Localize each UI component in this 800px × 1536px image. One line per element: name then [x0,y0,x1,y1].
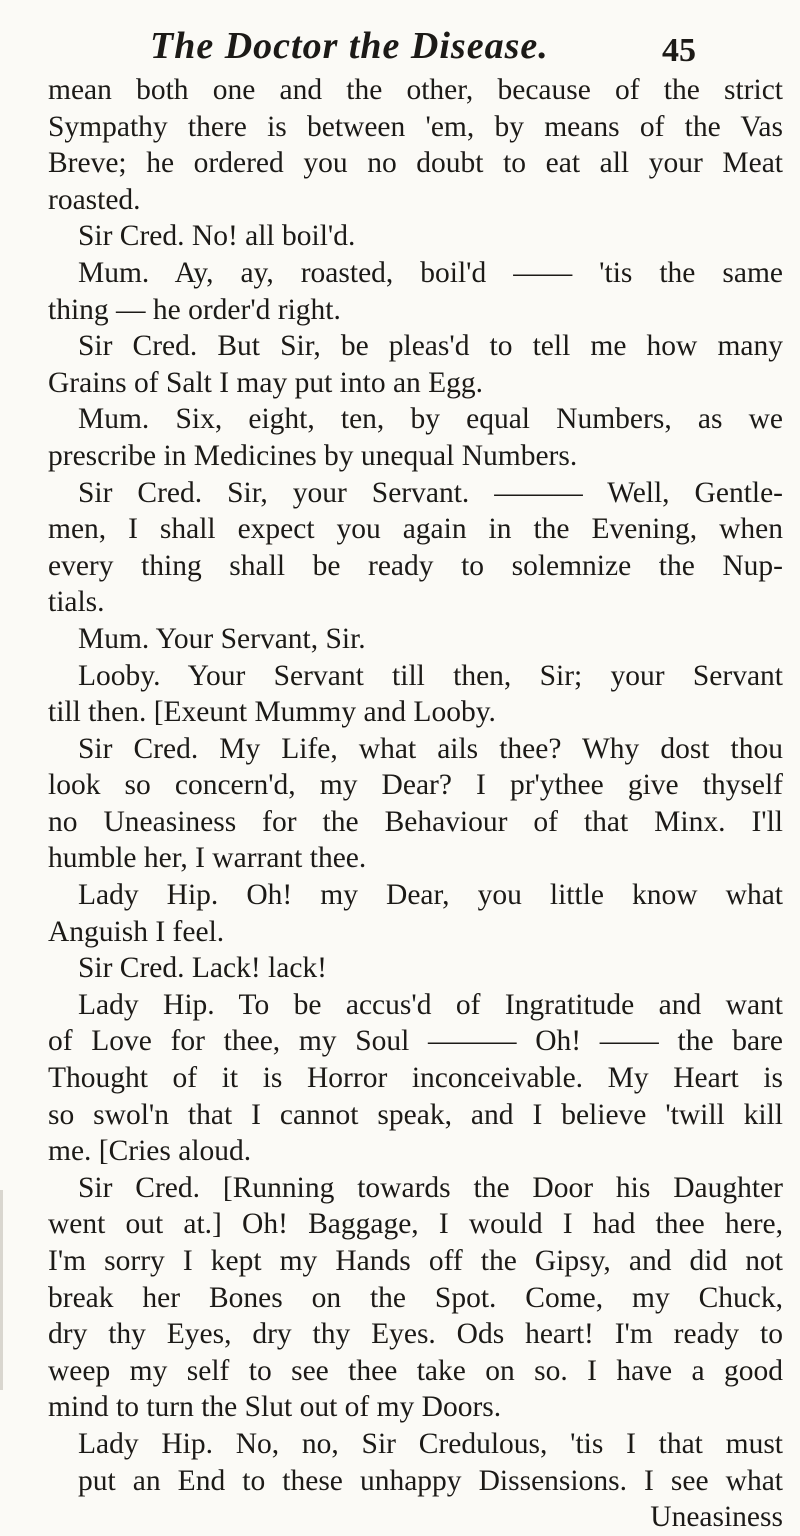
text-line: dry thy Eyes, dry thy Eyes. Ods heart! I'm ready to [48,1318,783,1351]
text-line: look so concern'd, my Dear? I pr'ythee give thyself [48,769,783,802]
page-number: 45 [662,32,696,69]
text-line: Breve; he ordered you no doubt to eat all your Meat [48,147,783,180]
text-line: mean both one and the other, because of the strict [48,74,783,106]
text-line: till then. [Exeunt Mummy and Looby. [48,696,496,729]
text-line: Thought of it is Horror inconceivable. My Heart is [48,1062,783,1095]
text-line: Looby. Your Servant till then, Sir; your Servant [78,659,783,692]
text-line: of Love for thee, my Soul ——— Oh! —— the bare [48,1025,783,1058]
text-line: Mum. Ay, ay, roasted, boil'd —— 'tis the same [78,256,783,289]
text-line: humble her, I warrant thee. [48,842,367,875]
running-title: The Doctor the Disease. [150,25,549,67]
text-line: so swol'n that I cannot speak, and I believe 'twill kill [48,1098,783,1131]
text-line: Lady Hip. Oh! my Dear, you little know what [78,879,783,912]
text-line: roasted. [48,183,141,216]
text-line: Sir Cred. No! all boil'd. [78,220,356,253]
text-line: prescribe in Medicines by unequal Numbers. [48,439,578,472]
text-line: went out at.] Oh! Baggage, I would I had thee here, [48,1208,783,1241]
text-line: Grains of Salt I may put into an Egg. [48,366,484,399]
text-line: me. [Cries aloud. [48,1135,252,1168]
text-line: Mum. Six, eight, ten, by equal Numbers, as we [78,403,783,436]
page-edge-shadow [0,1190,3,1390]
text-line: Lady Hip. No, no, Sir Credulous, 'tis I that must [78,1427,783,1460]
text-line: Sympathy there is between 'em, by means of the Vas [48,110,783,143]
text-line: put an End to these unhappy Dissensions. I see what [78,1464,783,1497]
text-line: Sir Cred. [Running towards the Door his Daughter [78,1171,783,1204]
text-line: Anguish I feel. [48,915,225,948]
text-line: Lady Hip. To be accus'd of Ingratitude and want [78,988,783,1021]
text-line: men, I shall expect you again in the Evening, when [48,513,783,546]
body-text [48,72,783,1536]
text-line: Sir Cred. Lack! lack! [78,952,328,985]
text-line: Mum. Your Servant, Sir. [78,622,366,655]
text-line: tials. [48,586,105,619]
text-line: Sir Cred. Sir, your Servant. ——— Well, Gentle- [78,476,783,509]
text-line: no Uneasiness for the Behaviour of that Minx. I'll [48,805,783,838]
page-header [0,14,800,70]
text-line: every thing shall be ready to solemnize the Nup- [48,549,783,582]
text-line: Sir Cred. My Life, what ails thee? Why dost thou [78,732,783,765]
text-line: thing — he order'd right. [48,293,341,326]
catchword: Uneasiness [650,1501,783,1534]
text-line: break her Bones on the Spot. Come, my Chuck, [48,1281,783,1314]
text-line: I'm sorry I kept my Hands off the Gipsy, and did not [48,1245,783,1277]
text-line: mind to turn the Slut out of my Doors. [48,1391,502,1424]
text-line: weep my self to see thee take on so. I have a good [48,1354,783,1387]
text-line: Sir Cred. But Sir, be pleas'd to tell me how many [78,330,783,363]
